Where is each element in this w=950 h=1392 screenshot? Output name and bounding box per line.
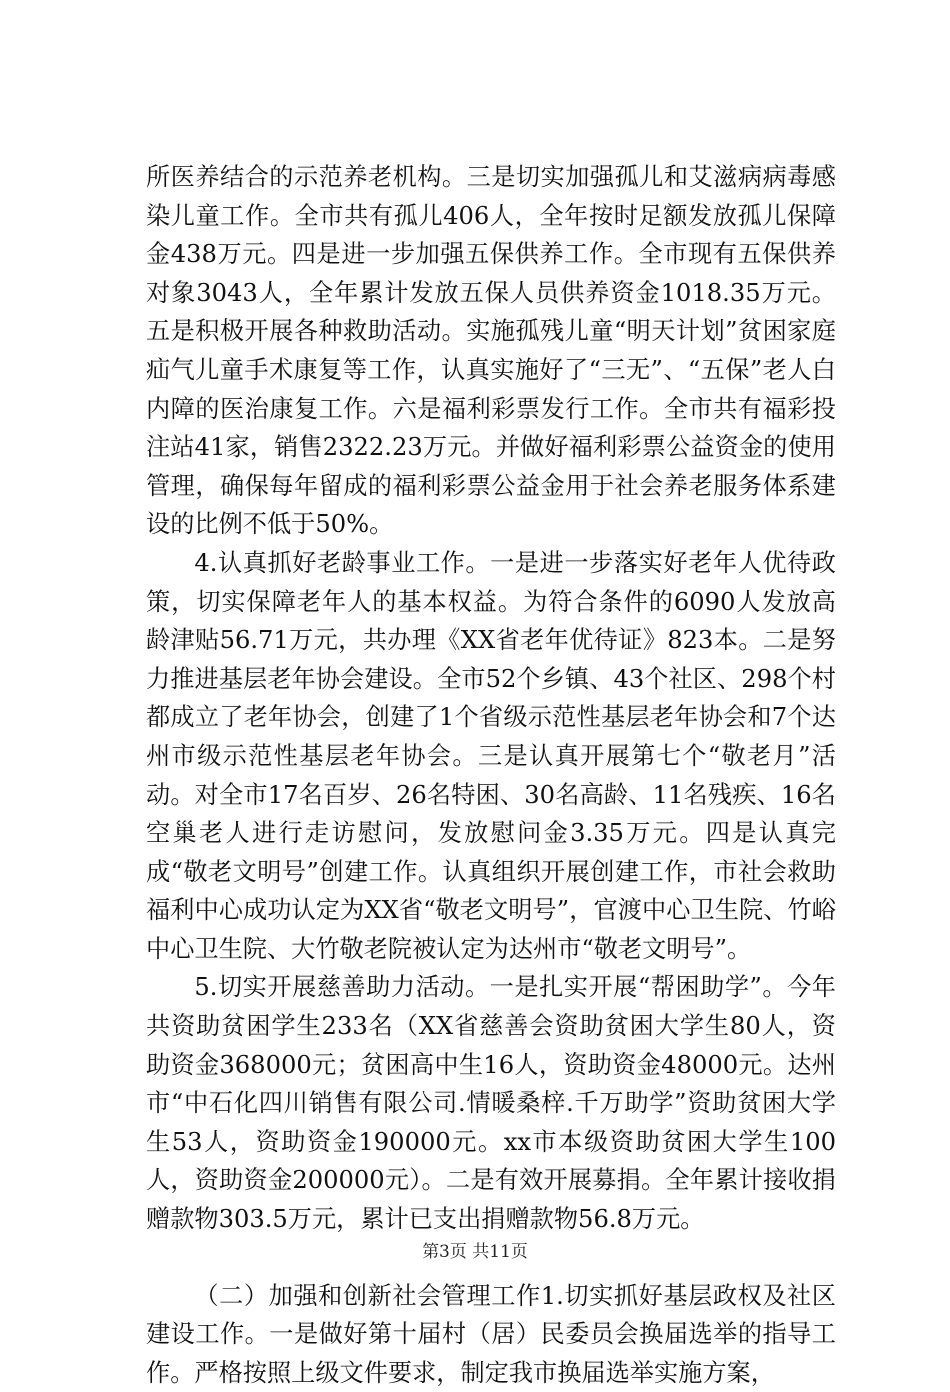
paragraph-charity-activities: 5.切实开展慈善助力活动。一是扎实开展“帮困助学”。今年共资助贫困学生233名（XX省慈善会资助贫困大学生80人，资助资金368000元；贫困高中生16人，资助资金48000元。达州市“中石化四川销售有限公司.情暖桑梓.千万助学”资助贫困大学生53人，资助资金190000元。xx市本级资助贫困大学生100人，资助资金200000元）。二是有效开展募捐。全年累计接收捐赠款物303.5万元，累计已支出捐赠款物56.8万元。 <box>146 973 836 1234</box>
paragraph-social-management: （二）加强和创新社会管理工作1.切实抓好基层政权及社区建设工作。一是做好第十届村（居）民委员会换届选举的指导工作。严格按照上级文件要求，制定我市换届选举实施方案， <box>146 1281 836 1387</box>
paragraph-elderly-affairs: 4.认真抓好老龄事业工作。一是进一步落实好老年人优待政策，切实保障老年人的基本权益。为符合条件的6090人发放高龄津贴56.71万元，共办理《XX省老年优待证》823本。二是努力推进基层老年协会建设。全市52个乡镇、43个社区、298个村都成立了老年协会，创建了1个省级示范性基层老年协会和7个达州市级示范性基层老年协会。三是认真开展第七个“敬老月”活动。对全市17名百岁、26名特困、30名高龄、11名残疾、16名空巢老人进行走访慰问，发放慰问金3.35万元。四是认真完成“敬老文明号”创建工作。认真组织开展创建工作，市社会救助福利中心成功认定为XX省“敬老文明号”，官渡中心卫生院、竹峪中心卫生院、大竹敬老院被认定为达州市“敬老文明号”。 <box>146 548 836 963</box>
paragraph-welfare-continued: 所医养结合的示范养老机构。三是切实加强孤儿和艾滋病病毒感染儿童工作。全市共有孤儿406人，全年按时足额发放孤儿保障金438万元。四是进一步加强五保供养工作。全市现有五保供养对象3043人，全年累计发放五保人员供养资金1018.35万元。五是积极开展各种救助活动。实施孤残儿童“明天计划”贫困家庭疝气儿童手术康复等工作，认真实施好了“三无”、“五保”老人白内障的医治康复工作。六是福利彩票发行工作。全市共有福彩投注站41家，销售2322.23万元。并做好福利彩票公益资金的使用管理，确保每年留成的福利彩票公益金用于社会养老服务体系建设的比例不低于50%。 <box>146 163 836 539</box>
body-text <box>146 158 836 1392</box>
page-number-footer: 第3页 共11页 <box>422 1242 528 1262</box>
